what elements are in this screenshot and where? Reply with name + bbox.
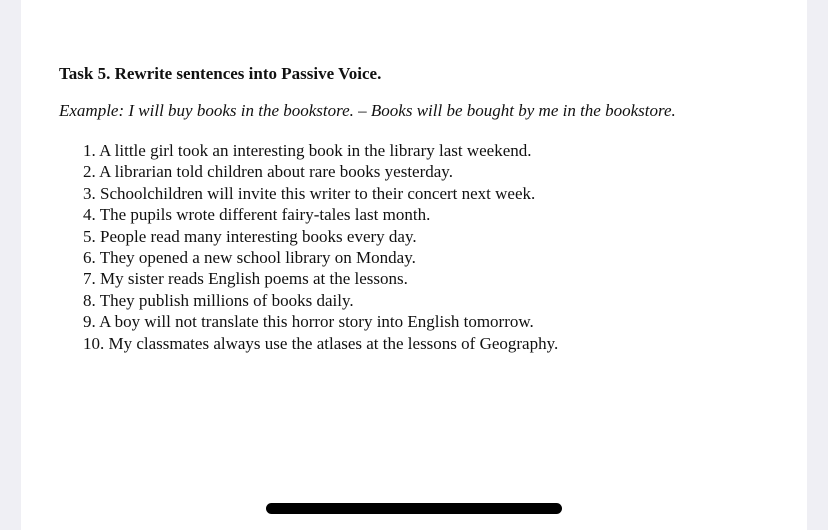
item-text: My classmates always use the atlases at the lessons of Geography. [108, 333, 559, 353]
item-number: 6. [83, 247, 100, 267]
item-number: 2. [83, 162, 100, 182]
list-item [83, 226, 558, 247]
item-number: 10. [83, 333, 109, 353]
item-text: People read many interesting books every day. [100, 226, 417, 246]
list-item [83, 290, 558, 311]
home-indicator-bar[interactable] [266, 503, 562, 514]
item-number: 3. [83, 183, 100, 203]
list-item [83, 333, 558, 354]
item-text: Schoolchildren will invite this writer to their concert next week. [100, 183, 536, 203]
item-number: 4. [83, 205, 100, 225]
item-text: The pupils wrote different fairy-tales last month. [99, 205, 431, 225]
list-item [83, 268, 558, 289]
item-number: 7. [83, 269, 100, 289]
item-text: They publish millions of books daily. [99, 290, 354, 310]
list-item [83, 161, 558, 182]
sentence-list [83, 140, 558, 354]
item-text: A boy will not translate this horror story into English tomorrow. [99, 312, 534, 332]
item-text: They opened a new school library on Monday. [99, 247, 416, 267]
list-item [83, 140, 558, 161]
item-number: 9. [83, 312, 100, 332]
list-item [83, 204, 558, 225]
item-number: 1. [83, 141, 100, 160]
document-page [21, 0, 807, 530]
item-text: A librarian told children about rare books yesterday. [99, 162, 453, 182]
task-title: Task 5. Rewrite sentences into Passive Voice. [59, 64, 382, 83]
item-text: A little girl took an interesting book in the library last weekend. [99, 141, 532, 160]
item-number: 5. [83, 226, 100, 246]
list-item [83, 311, 558, 332]
list-item [83, 247, 558, 268]
item-text: My sister reads English poems at the lessons. [100, 269, 408, 289]
example-sentence: Example: I will buy books in the bookstore. – Books will be bought by me in the bookstore. [59, 101, 676, 120]
list-item [83, 183, 558, 204]
item-number: 8. [83, 290, 100, 310]
